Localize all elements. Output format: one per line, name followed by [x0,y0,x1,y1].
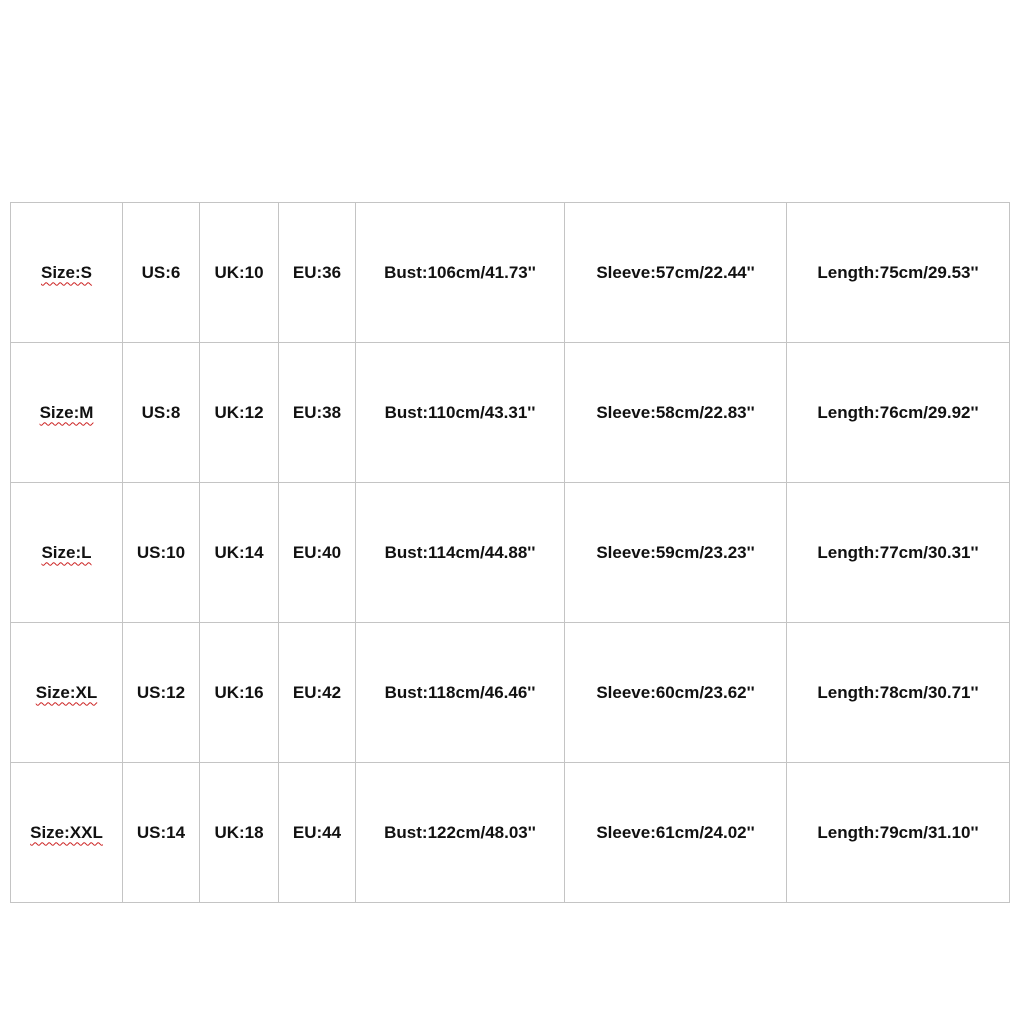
us-size-cell: US:12 [123,623,200,763]
size-cell [11,483,123,623]
uk-size-cell: UK:12 [200,343,279,483]
table-row [11,623,1010,763]
bust-cell: Bust:122cm/48.03'' [356,763,565,903]
length-cell: Length:75cm/29.53'' [787,203,1010,343]
table-row [11,203,1010,343]
uk-size-cell: UK:16 [200,623,279,763]
size-label: Size:L [41,542,92,562]
us-size-cell: US:10 [123,483,200,623]
bust-cell: Bust:114cm/44.88'' [356,483,565,623]
bust-cell: Bust:106cm/41.73'' [356,203,565,343]
table-row [11,763,1010,903]
size-label: Size:XL [35,682,98,702]
eu-size-cell: EU:38 [279,343,356,483]
length-cell: Length:77cm/30.31'' [787,483,1010,623]
eu-size-cell: EU:36 [279,203,356,343]
sleeve-cell: Sleeve:60cm/23.62'' [565,623,787,763]
size-label: Size:XXL [30,822,103,842]
bust-cell: Bust:110cm/43.31'' [356,343,565,483]
sleeve-cell: Sleeve:58cm/22.83'' [565,343,787,483]
size-cell [11,343,123,483]
eu-size-cell: EU:44 [279,763,356,903]
eu-size-cell: EU:42 [279,623,356,763]
length-cell: Length:79cm/31.10'' [787,763,1010,903]
bust-cell: Bust:118cm/46.46'' [356,623,565,763]
uk-size-cell: UK:10 [200,203,279,343]
table-row [11,343,1010,483]
us-size-cell: US:6 [123,203,200,343]
size-chart-table [10,202,1010,903]
sleeve-cell: Sleeve:57cm/22.44'' [565,203,787,343]
size-cell [11,763,123,903]
us-size-cell: US:14 [123,763,200,903]
table-row [11,483,1010,623]
length-cell: Length:78cm/30.71'' [787,623,1010,763]
eu-size-cell: EU:40 [279,483,356,623]
length-cell: Length:76cm/29.92'' [787,343,1010,483]
sleeve-cell: Sleeve:59cm/23.23'' [565,483,787,623]
uk-size-cell: UK:14 [200,483,279,623]
size-cell [11,623,123,763]
us-size-cell: US:8 [123,343,200,483]
sleeve-cell: Sleeve:61cm/24.02'' [565,763,787,903]
size-label: Size:M [39,402,94,422]
size-cell [11,203,123,343]
uk-size-cell: UK:18 [200,763,279,903]
size-label: Size:S [40,262,93,282]
